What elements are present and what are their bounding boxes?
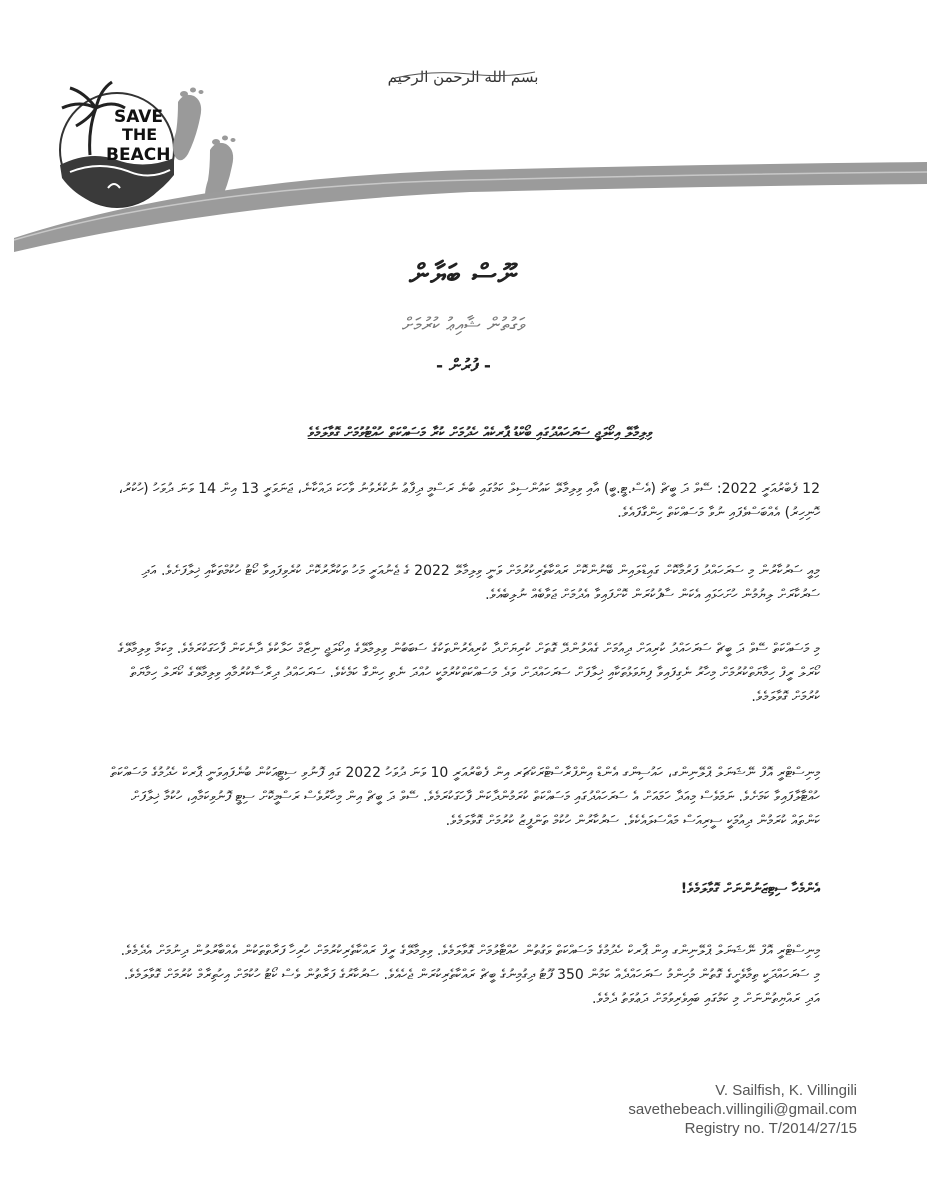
- paragraph-4: މިނިސްޓްރީ އޮފް ނޭޝަނަލް ޕްލޭނިންގ، ހައުސިންގ އެންޑް އިންފްރާސްޓްރަކްޗަރ އިން ފެބްރުއަރީ 10 ވަނަ ދުވަހު 2022 ގައި ފޮނުވި ސިޓީއަކުން ބުނެފައިވަނީ ޕާރކް ހެދުމުގެ މަސައްކަތް ހުއްޓާލާފައިވާ ކަމަށެވެ. ނަމަވެސް މިއަދާ ހަމައަށް އެ ސަރަހައްދުގައި މަސައްކަތް ކުރަމުންދާކަން ފާހަގަކުރަމެވެ. ސޭވް ދަ ބީޗް އިން މިހާރުވެސް ރަސްމީކޮށް ސިޓީ ފޮނުވިކަމާއި، ހުކުމާ ޚިލާފަށް ކަންތައް ކުރަމުން ދިއުމަކީ ސީރިއަސް މައްސަލައެކެވެ. ސަރުކާރުން ހުކުމް ތަންފީޒު ކުރުމަށް ގޮވާލަމެވެ.: [110, 765, 820, 829]
- document-dash-line: - ފުރުން -: [435, 356, 491, 376]
- document-title: ނޫސް ބަޔާން: [409, 258, 518, 291]
- document-subtitle: ވަގުތުން ޝާއިޢު ކުރުމަށް: [402, 314, 525, 336]
- logo-text-beach: BEACH: [106, 145, 171, 165]
- paragraph-6: މިނިސްޓްރީ އޮފް ނޭޝަނަލް ޕްލޭނިންގ އިން ޕާރކް ހެދުމުގެ މަސައްކަތް ވަގުތުން ހުއްޓާލުމަށް ގޮވާލަމެވެ. ވިލިމާލޭގެ ރީފް ރައްކާތެރިކުރުމަށް ހުރިހާ ފަރާތްތަކުން އެއްބާރުލުން ދިނުމަށް އެދެމެވެ. މި ސަރަހައްދަކީ ތިމާވެށީގެ ގޮތުން މުހިންމު ސަރަހައްދެއް ކަމުން 350 ފޫޓު ދިގުމިނުގެ ބީޗް ރައްކާތެރިކުރަން ޖެހެއެވެ. ސަރުކާރުގެ ފަރާތުން ވެސް ކޯޓު ހުކުމަށް އިހުތިރާމް ކުރުމަށް ގޮވާލަމެވެ. އަދި ރައްޔިތުންނަށް މި ކަމުގައި ބައިވެރިވުމަށް ދަޢުވަތު ދެމެވެ.: [120, 943, 820, 1007]
- save-the-beach-logo: [60, 82, 174, 207]
- bismillah-calligraphy: بسم الله الرحمن الرحيم: [387, 68, 539, 86]
- logo-text-save: SAVE: [114, 107, 164, 127]
- footer-registry: Registry no. T/2014/27/15: [684, 1120, 857, 1137]
- paragraph-3: މި މަސައްކަތް ސޭވް ދަ ބީޗް ސަރަހައްދު ކުރިއަށް ދިއުމަށް ގެއްލުންދޭ ގޮތަށް ކުރިޔަށްދާ ކުރިއެރުންތަކުގެ ސަބަބުން ވިލިމާލޭގެ އިކޯލަޖީ ނިޒާމް ހަލާކުވެ ދާނެކަން ފާހަގަކުރަމެވެ. މިކަމާ ވިލިމާލޭގެ ކޯރަލް ރީފް ހިމާޔަތްކުރުމަށް މިހާރު ނެގިފައިވާ ފިޔަވަޅުތަކާއި ޚިލާފަށް ސަރަހައްދަށް ވަދެ މަސައްކަތްކުރުމަކީ ހުއްދަ ނެތި ހިންގާ ކަމެކެވެ. ސަރަހައްދު ދިރާސާކުރުމާއި ވިލިމާލޭގެ ކޯރަލް ހިމާޔަތް ކުރުމަށް ގޮވާލަމެވެ.: [117, 641, 820, 705]
- paragraph-5-callout: އެންމެހާ ސިޓިޒަނުންނަށް ގޮވާލަމެވެ!: [680, 881, 820, 897]
- logo-text-the: THE: [122, 125, 158, 144]
- document-heading: ވިލިމާލޭ އިކޯލަޖީ ސަރަހައްދުގައި ބޯކްޑު ޕާރކެއް ހެދުމަށް ކުރާ މަސައްކަތް ހުއްޓުވުމަށް ގޮވާލަމެވެ: [307, 425, 653, 441]
- paragraph-1: 12 ފެބްރުއަރީ 2022: ސޭވް ދަ ބީޗް (އެސް.ޓީ.ބީ) އާއި ވިލިމާލޭ ކައުންސިލް ކަމުގައި ބުނެ ރަސްމީ ދިފާޢު ނުކުރެވުނު ވާހަކަ ދައްކާނެ، ޖަނަވަރީ 13 އިން 14 ވަނަ ދުވަހު (ހުކުރު، ހޮނިހިރު) އެއްބަސްވެފައި ނުވާ މަސައްކަތް ހިންގާފައެވެ.: [118, 481, 820, 521]
- footer-address: V. Sailfish, K. Villingili: [715, 1082, 857, 1099]
- footprints-icon: [173, 88, 236, 209]
- footer-contact: [628, 1081, 857, 1138]
- footer-email[interactable]: savethebeach.villingili@gmail.com: [628, 1101, 857, 1118]
- letterhead-graphic: [0, 0, 927, 260]
- paragraph-2: މިއީ ސަރުކާރުން މި ސަރަހައްދު ފަރުމާކޮށް ގައިޑްލައިން ބޭނުންކޮށް ރައްކާތެރިކުރުމަށް ވަނީ ވިލިމާލޭ 2022 ގެ ޖެނުއަރީ މަހު ތަކުރާރުކޮށް ކުރެވިފައިވާ ކޯޓު ހުކުމްތަކާއި ޚިލާފަށެވެ. އަދި ސަރުކާރަށް ލިޔުމުން ހުށަހަޅައި އެކަން ސާފުކުރަން ކޮށްފައިވާ އެދުމަށް ޖަވާބެއް ނުލިބެއެވެ.: [141, 563, 820, 603]
